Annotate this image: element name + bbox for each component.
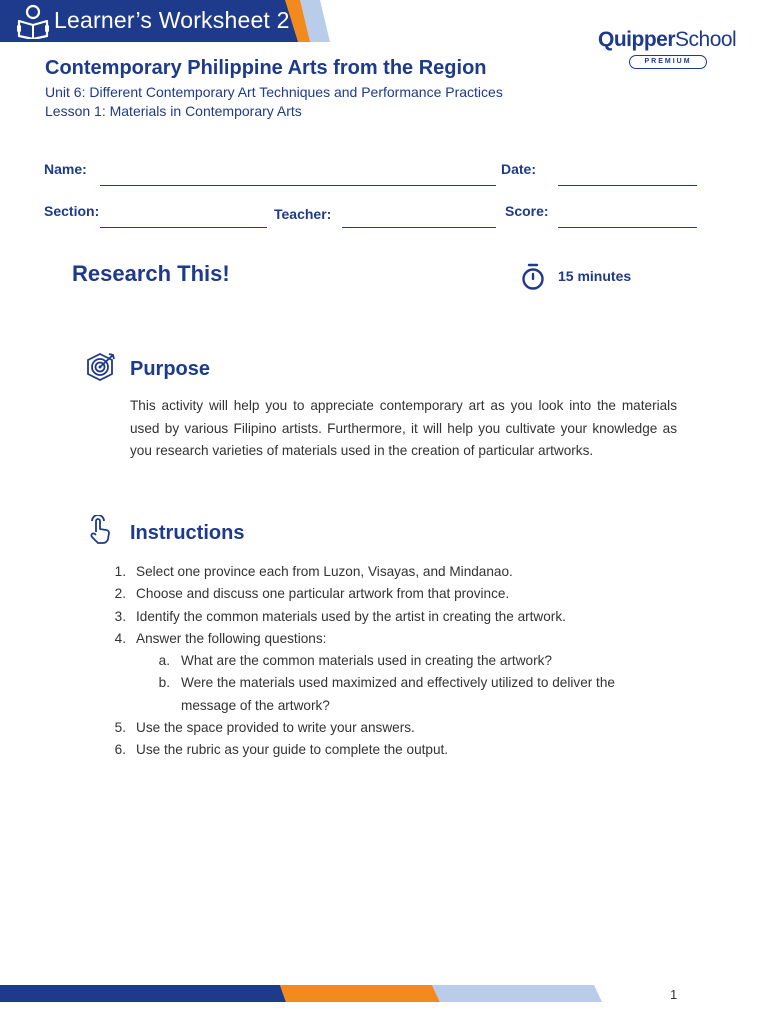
section-field-line[interactable] — [100, 227, 267, 228]
teacher-field-line[interactable] — [342, 227, 496, 228]
sub-list-item-continuation: message of the artwork? — [181, 697, 330, 713]
list-item: 4. Answer the following questions: — [114, 630, 327, 646]
list-item: 6. Use the rubric as your guide to complete the output. — [114, 742, 449, 758]
sub-list-item: b. Were the materials used maximized and effectively utilized to deliver the — [158, 675, 615, 691]
teacher-label: Teacher: — [274, 206, 332, 222]
date-label: Date: — [501, 161, 537, 177]
target-icon — [86, 352, 118, 384]
date-field-line[interactable] — [558, 185, 697, 186]
footer-stripe — [0, 985, 620, 1002]
instructions-list — [110, 561, 690, 762]
activity-title: Research This! — [72, 261, 230, 286]
page-number: 1 — [670, 987, 678, 1002]
list-item: 3. Identify the common materials used by the artist in creating the artwork. — [114, 608, 566, 624]
lesson-subtitle: Lesson 1: Materials in Contemporary Arts — [45, 103, 302, 119]
logo-rest: School — [675, 28, 737, 51]
instructions-heading: Instructions — [130, 522, 245, 544]
unit-subtitle: Unit 6: Different Contemporary Art Techniques and Performance Practices — [45, 84, 503, 100]
stopwatch-icon — [521, 263, 545, 291]
list-item: 5. Use the space provided to write your answers. — [114, 720, 415, 736]
score-field-line[interactable] — [558, 227, 697, 228]
purpose-paragraph: This activity will help you to appreciate contemporary art as you look into the materials used by various Filipino artists. Furthermore, it will help you cultivate your knowledge as you research varieties of materials used in the creation of particular artworks. — [130, 398, 677, 458]
purpose-heading: Purpose — [130, 358, 211, 380]
name-field-line[interactable] — [100, 185, 496, 186]
list-item: 2. Choose and discuss one particular artwork from that province. — [114, 586, 510, 602]
activity-duration: 15 minutes — [558, 268, 632, 284]
list-item: 1. Select one province each from Luzon, Visayas, and Mindanao. — [114, 564, 513, 579]
quipper-school-logo — [598, 28, 740, 69]
logo-premium-tag: PREMIUM — [629, 55, 707, 69]
logo-bold: Quipper — [598, 28, 676, 51]
name-label: Name: — [44, 161, 87, 177]
section-label: Section: — [44, 203, 100, 219]
banner-title: Learner’s Worksheet 2 — [54, 7, 290, 33]
pointing-hand-icon — [86, 515, 118, 547]
document-title: Contemporary Philippine Arts from the Region — [45, 57, 487, 79]
sub-list-item: a. What are the common materials used in creating the artwork? — [158, 653, 552, 669]
reader-book-icon — [16, 3, 50, 39]
score-label: Score: — [505, 203, 549, 219]
